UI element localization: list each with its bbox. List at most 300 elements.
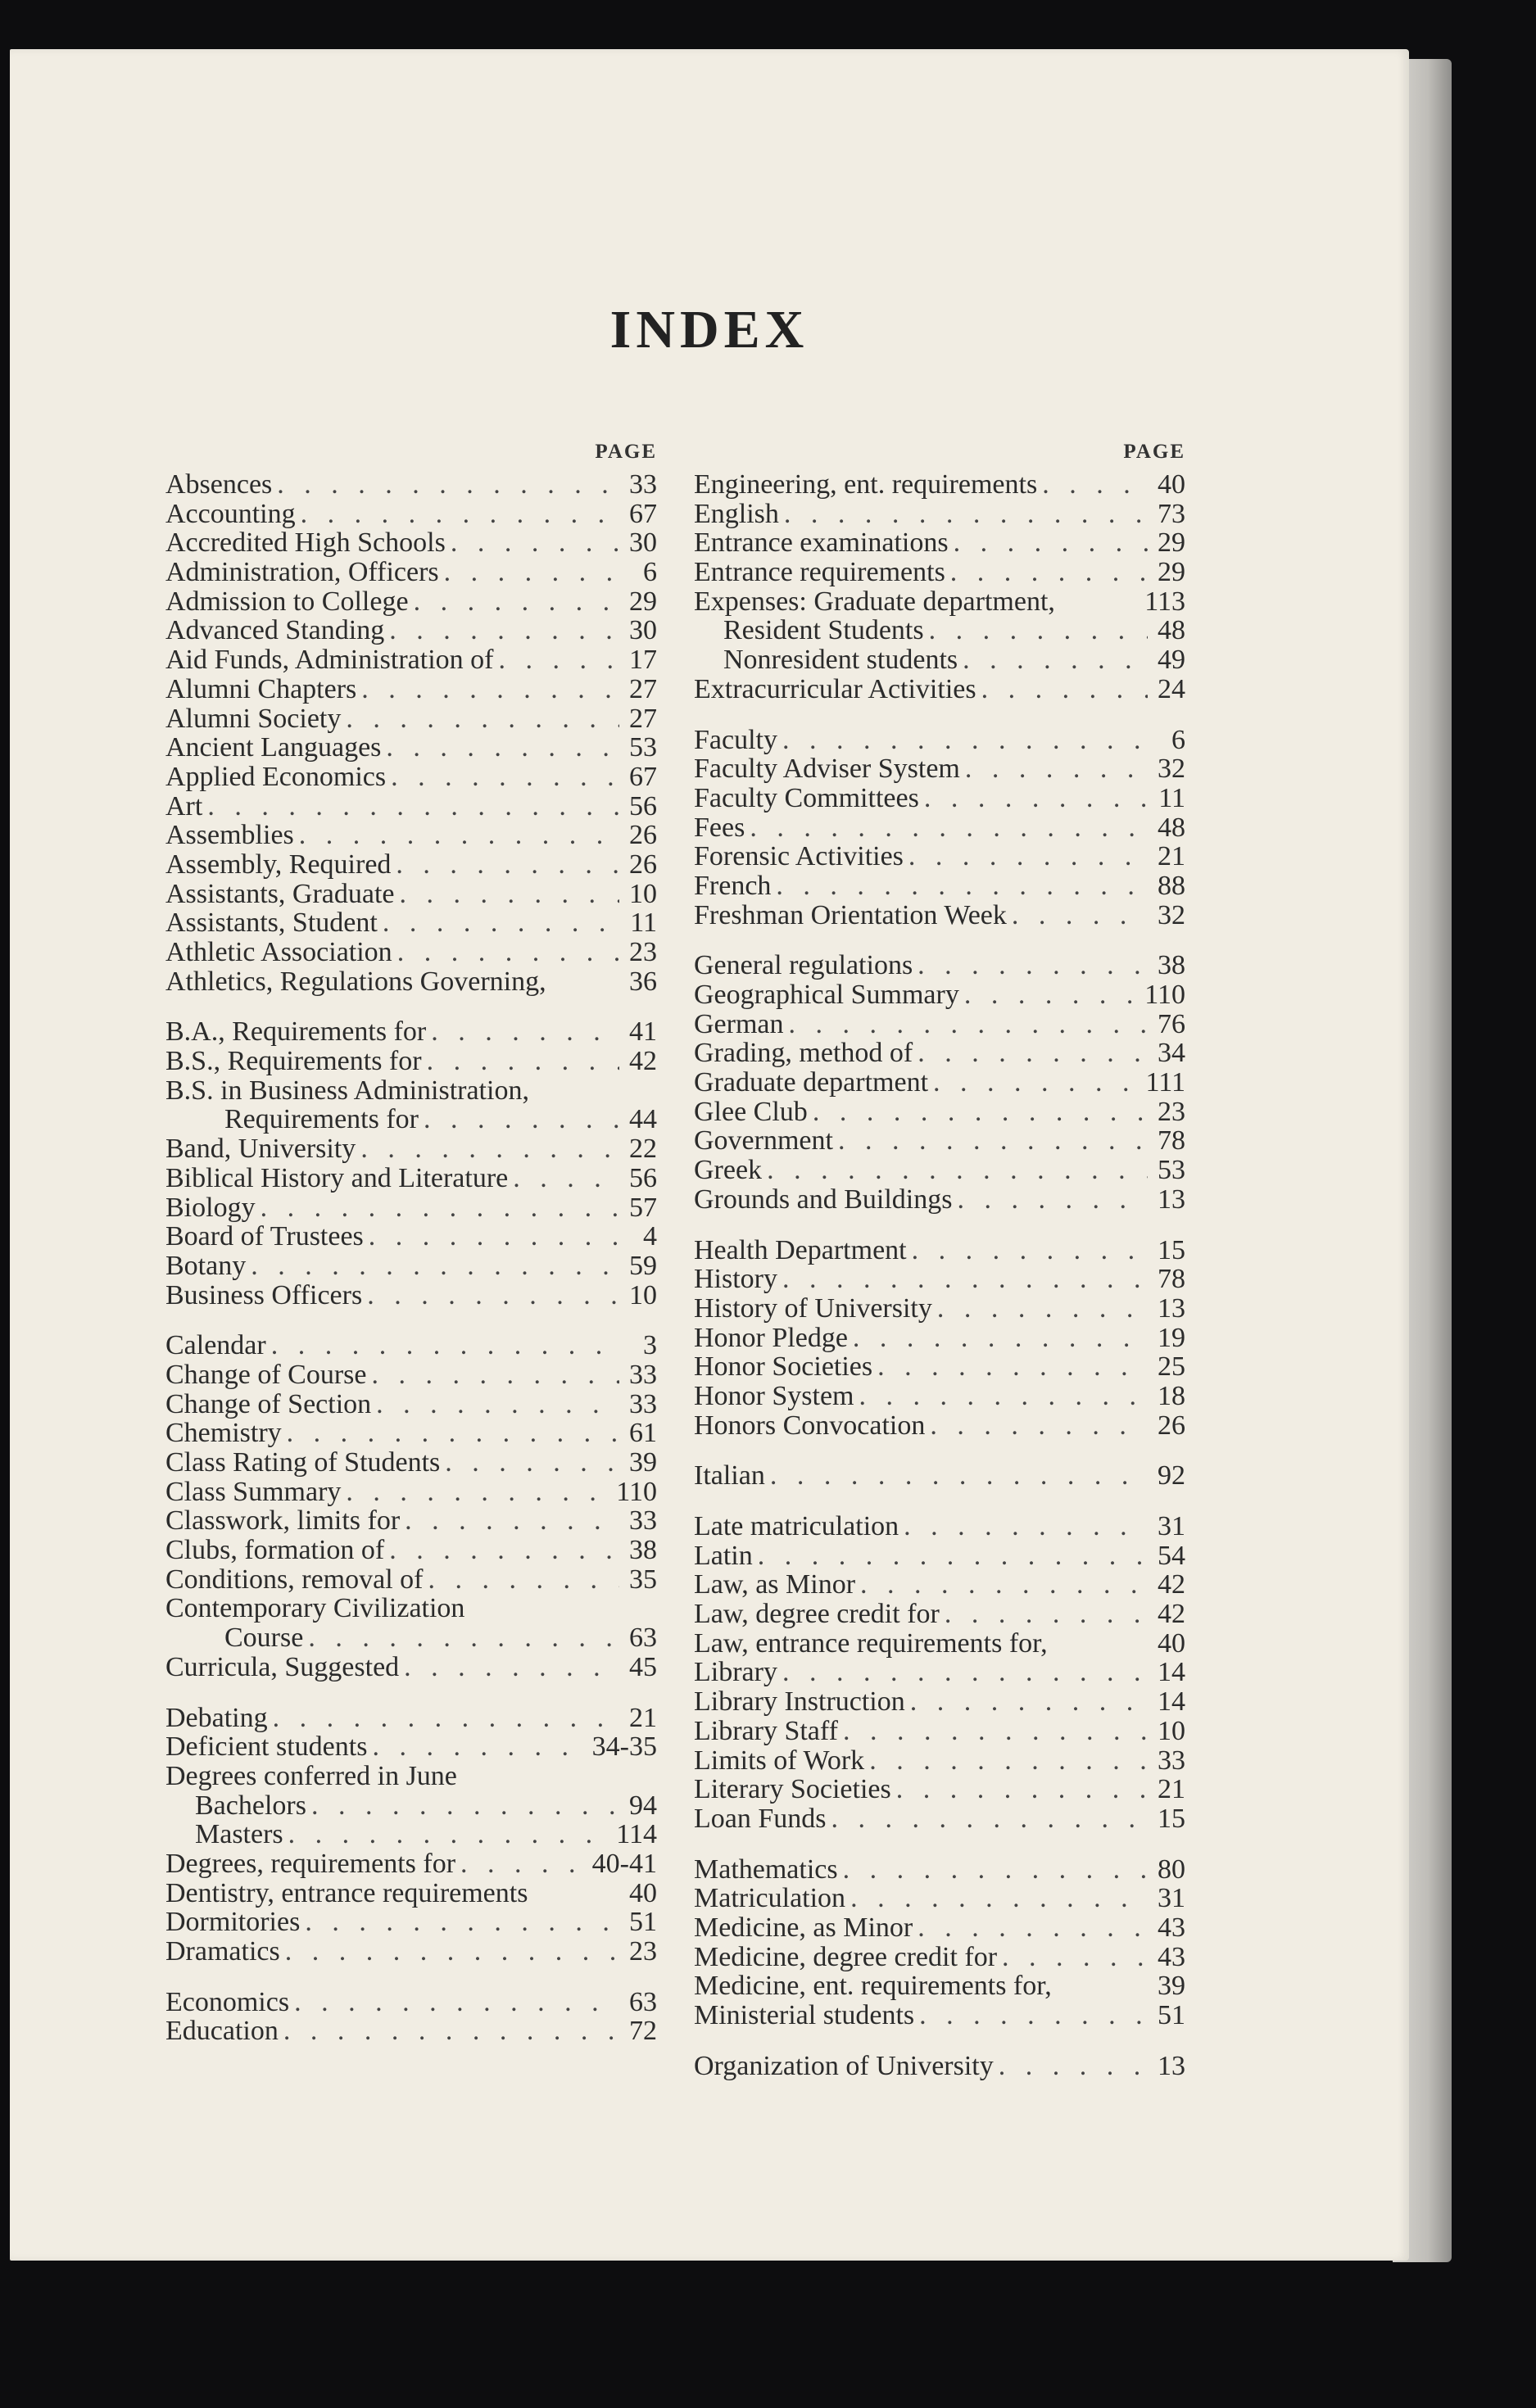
index-entry: [165, 1478, 657, 1507]
entry-label: Fees: [694, 812, 745, 843]
entry-label: Faculty Adviser System: [694, 754, 960, 785]
entry-label: Change of Course: [165, 1359, 367, 1390]
left-index-column: [165, 434, 657, 2046]
entry-page-number: 61: [629, 1418, 657, 1449]
entry-label: Change of Section: [165, 1388, 372, 1419]
index-entry: [165, 558, 657, 587]
entry-page-number: 38: [629, 1535, 657, 1566]
entry-label: Grading, method of: [694, 1038, 913, 1069]
leader-dots: [929, 616, 1148, 645]
leader-dots: [999, 2052, 1148, 2081]
index-entry: [694, 558, 1185, 587]
entry-page-number: 3: [643, 1330, 657, 1361]
entry-label: Alumni Society: [165, 703, 342, 734]
entry-page-number: 26: [629, 820, 657, 851]
entry-label: Conditions, removal of: [165, 1564, 424, 1595]
index-entry: [694, 675, 1185, 704]
group-gap: [694, 2030, 1185, 2052]
entry-label: Debating: [165, 1702, 268, 1733]
entry-label: Faculty: [694, 724, 777, 755]
leader-dots: [750, 813, 1148, 843]
entry-label: Honor Pledge: [694, 1322, 848, 1353]
entry-page-number: 54: [1158, 1540, 1185, 1571]
leader-dots: [513, 1164, 619, 1193]
entry-page-number: 92: [1158, 1460, 1185, 1491]
entry-page-number: 33: [629, 469, 657, 500]
index-entry: [165, 763, 657, 792]
leader-dots: [782, 726, 1148, 755]
index-entry: [165, 792, 657, 822]
entry-page-number: 6: [643, 557, 657, 588]
leader-dots: [299, 821, 619, 850]
index-entry: [694, 1629, 1185, 1659]
entry-label: Ancient Languages: [165, 732, 382, 763]
entry-page-number: 76: [1158, 1008, 1185, 1039]
leader-dots: [831, 1804, 1149, 1834]
entry-page-number: 17: [629, 645, 657, 676]
leader-dots: [838, 1126, 1148, 1156]
leader-dots: [904, 1512, 1148, 1541]
index-entry: [694, 1943, 1185, 1972]
entry-label: Entrance requirements: [694, 557, 945, 588]
entry-label: Expenses: Graduate department,: [694, 586, 1055, 617]
entry-label: Degrees conferred in June: [165, 1760, 457, 1791]
index-entry: [694, 587, 1185, 617]
index-entry: [694, 616, 1185, 645]
entry-page-number: 40: [1158, 469, 1185, 500]
leader-dots: [782, 1265, 1148, 1294]
entry-label: Assembly, Required: [165, 849, 392, 880]
entry-page-number: 26: [629, 849, 657, 880]
leader-dots: [758, 1541, 1148, 1571]
entry-label: Geographical Summary: [694, 980, 959, 1010]
leader-dots: [1002, 1943, 1148, 1972]
entry-page-number: 41: [629, 1016, 657, 1048]
leader-dots: [431, 1017, 619, 1047]
entry-page-number: 44: [629, 1104, 657, 1135]
entry-label: Loan Funds: [694, 1803, 827, 1834]
index-entry: [165, 1360, 657, 1390]
entry-label: General regulations: [694, 950, 913, 981]
entry-page-number: 59: [629, 1250, 657, 1281]
entry-label: Applied Economics: [165, 761, 387, 792]
entry-page-number: 78: [1158, 1125, 1185, 1156]
entry-label: Medicine, ent. requirements for,: [694, 1971, 1052, 2002]
entry-label: Grounds and Buildings: [694, 1184, 953, 1215]
leader-dots: [945, 1600, 1148, 1629]
entry-label: Entrance examinations: [694, 527, 949, 559]
group-gap: [694, 1215, 1185, 1236]
entry-label: Calendar: [165, 1330, 266, 1361]
index-entry: [694, 1324, 1185, 1353]
index-entry: [694, 871, 1185, 901]
entry-label: Glee Club: [694, 1096, 808, 1127]
entry-label: Absences: [165, 469, 273, 500]
entry-page-number: 53: [629, 732, 657, 763]
leader-dots: [910, 1687, 1148, 1717]
entry-page-number: 10: [1158, 1715, 1185, 1746]
index-entry: [694, 1382, 1185, 1411]
leader-dots: [964, 980, 1140, 1010]
entry-page-number: 43: [1158, 1912, 1185, 1943]
entry-label: Law, entrance requirements for,: [694, 1627, 1048, 1659]
leader-dots: [346, 704, 619, 734]
entry-page-number: 27: [629, 673, 657, 704]
entry-page-number: 10: [629, 878, 657, 909]
index-entry: [694, 1010, 1185, 1039]
leader-dots: [965, 754, 1148, 784]
leader-dots: [813, 1098, 1148, 1127]
leader-dots: [397, 938, 619, 967]
leader-dots: [963, 645, 1148, 675]
entry-page-number: 33: [1158, 1745, 1185, 1776]
index-entry: [694, 500, 1185, 529]
entry-label: Honor System: [694, 1380, 854, 1411]
index-entry: [165, 1047, 657, 1076]
index-entry: [694, 1855, 1185, 1885]
leader-dots: [396, 850, 619, 880]
index-entry: [694, 754, 1185, 784]
entry-page-number: 63: [629, 1986, 657, 2017]
leader-dots: [369, 1222, 619, 1252]
index-entry: [694, 1541, 1185, 1571]
index-entry: [165, 528, 657, 558]
entry-page-number: 33: [629, 1505, 657, 1537]
index-entry: [165, 500, 657, 529]
index-entry: [165, 1565, 657, 1595]
entry-page-number: 34-35: [591, 1731, 657, 1763]
leader-dots: [288, 1820, 612, 1849]
entry-label: Ministerial students: [694, 2000, 915, 2030]
index-entry: [694, 784, 1185, 813]
index-entry: [694, 1126, 1185, 1156]
index-entry: [165, 1704, 657, 1733]
leader-dots: [1042, 470, 1148, 500]
index-entry: [694, 528, 1185, 558]
entry-label: Education: [165, 2016, 279, 2047]
leader-dots: [843, 1855, 1148, 1885]
index-entry: [165, 1623, 657, 1653]
entry-label: Freshman Orientation Week: [694, 899, 1007, 930]
leader-dots: [981, 675, 1148, 704]
leader-dots: [853, 1324, 1148, 1353]
leader-dots: [498, 645, 619, 675]
leader-dots: [346, 1478, 611, 1507]
entry-page-number: 24: [1158, 673, 1185, 704]
entry-label: History of University: [694, 1292, 932, 1324]
entry-label: Engineering, ent. requirements: [694, 469, 1038, 500]
index-entry: [165, 821, 657, 850]
entry-page-number: 94: [629, 1790, 657, 1821]
index-entry: [165, 1105, 657, 1134]
leader-dots: [957, 1185, 1148, 1215]
index-entry: [694, 1804, 1185, 1834]
group-gap: [694, 704, 1185, 726]
entry-label: Classwork, limits for: [165, 1505, 401, 1537]
entry-label: Class Summary: [165, 1476, 342, 1507]
entry-page-number: 53: [1158, 1155, 1185, 1186]
index-entry: [165, 1536, 657, 1565]
index-entry: [694, 1512, 1185, 1541]
group-gap: [694, 1440, 1185, 1461]
entry-page-number: 11: [630, 908, 657, 939]
group-gap: [165, 996, 657, 1017]
index-entry: [165, 1134, 657, 1164]
entry-page-number: 63: [629, 1623, 657, 1654]
index-entry: [694, 980, 1185, 1010]
entry-label: Bachelors: [195, 1790, 306, 1821]
entry-label: Limits of Work: [694, 1745, 865, 1776]
entry-page-number: 33: [629, 1388, 657, 1419]
entry-label: Accredited High Schools: [165, 527, 446, 559]
index-entry: [165, 1908, 657, 1937]
entry-page-number: 14: [1158, 1686, 1185, 1718]
entry-page-number: 67: [629, 761, 657, 792]
entry-label: Dormitories: [165, 1907, 301, 1938]
entry-label: Law, as Minor: [694, 1569, 856, 1600]
entry-label: Government: [694, 1125, 833, 1156]
entry-label: Aid Funds, Administration of: [165, 645, 494, 676]
entry-page-number: 80: [1158, 1854, 1185, 1885]
entry-label: Graduate department: [694, 1067, 929, 1098]
index-entry: [694, 1775, 1185, 1804]
entry-page-number: 30: [629, 527, 657, 559]
entry-label: Masters: [195, 1819, 283, 1850]
entry-label: Business Officers: [165, 1279, 363, 1310]
entry-label: Band, University: [165, 1134, 356, 1165]
leader-dots: [207, 792, 619, 822]
entry-page-number: 56: [629, 790, 657, 822]
group-gap: [694, 1834, 1185, 1855]
right-index-column: [694, 434, 1185, 2080]
entry-page-number: 6: [1171, 724, 1185, 755]
entry-label: Law, degree credit for: [694, 1599, 940, 1630]
entry-label: Economics: [165, 1986, 290, 2017]
leader-dots: [277, 470, 619, 500]
index-entry: [165, 1849, 657, 1879]
entry-page-number: 18: [1158, 1380, 1185, 1411]
index-entry: [694, 1294, 1185, 1324]
index-entry: [694, 1156, 1185, 1185]
leader-dots: [784, 500, 1148, 529]
index-entry: [694, 1039, 1185, 1068]
index-entry: [694, 1098, 1185, 1127]
entry-label: Athletic Association: [165, 937, 392, 967]
leader-dots: [372, 1732, 587, 1762]
entry-label: Organization of University: [694, 2050, 994, 2081]
leader-dots: [294, 1988, 619, 2017]
leader-dots: [285, 1937, 619, 1967]
entry-page-number: 11: [1158, 782, 1185, 813]
leader-dots: [918, 951, 1148, 980]
leader-dots: [924, 784, 1148, 813]
index-entry: [694, 726, 1185, 755]
entry-page-number: 78: [1158, 1264, 1185, 1295]
entry-label: Library Instruction: [694, 1686, 905, 1718]
index-entry: [694, 1913, 1185, 1943]
index-entry: [165, 938, 657, 967]
page-column-header: PAGE: [1123, 441, 1185, 463]
leader-dots: [427, 1047, 619, 1076]
leader-dots: [287, 1419, 619, 1448]
leader-dots: [460, 1849, 587, 1879]
entry-page-number: 29: [629, 586, 657, 617]
entry-label: Greek: [694, 1155, 763, 1186]
entry-label: Admission to College: [165, 586, 409, 617]
group-gap: [694, 1491, 1185, 1512]
entry-label: Medicine, degree credit for: [694, 1941, 998, 1972]
index-entry: [165, 2016, 657, 2046]
entry-page-number: 33: [629, 1359, 657, 1390]
entry-page-number: 42: [1158, 1599, 1185, 1630]
index-entry: [694, 1068, 1185, 1098]
entry-label: B.S. in Business Administration,: [165, 1075, 529, 1106]
entry-page-number: 39: [629, 1447, 657, 1478]
index-entry: [165, 1164, 657, 1193]
entry-page-number: 111: [1145, 1067, 1185, 1098]
entry-page-number: 13: [1158, 1292, 1185, 1324]
index-entry: [694, 2052, 1185, 2081]
entry-page-number: 29: [1158, 557, 1185, 588]
index-entry: [165, 1762, 657, 1791]
group-gap: [165, 1967, 657, 1988]
entry-label: Assistants, Graduate: [165, 878, 395, 909]
index-entry: [694, 951, 1185, 980]
leader-dots: [933, 1068, 1140, 1098]
entry-label: Chemistry: [165, 1418, 282, 1449]
group-gap: [165, 1310, 657, 1331]
leader-dots: [950, 558, 1148, 587]
entry-label: Biology: [165, 1192, 256, 1223]
index-entry: [165, 1193, 657, 1223]
entry-label: B.A., Requirements for: [165, 1016, 427, 1048]
entry-label: Nonresident students: [723, 645, 958, 676]
entry-page-number: 10: [629, 1279, 657, 1310]
entry-page-number: 72: [629, 2016, 657, 2047]
entry-page-number: 15: [1158, 1234, 1185, 1265]
leader-dots: [283, 2016, 619, 2046]
entry-page-number: 51: [629, 1907, 657, 1938]
entry-page-number: 45: [629, 1651, 657, 1682]
leader-dots: [372, 1360, 619, 1390]
entry-page-number: 38: [1158, 950, 1185, 981]
entry-label: Late matriculation: [694, 1511, 899, 1541]
index-entry: [694, 813, 1185, 843]
leader-dots: [376, 1390, 619, 1419]
entry-page-number: 40: [629, 1877, 657, 1908]
entry-page-number: 67: [629, 498, 657, 529]
entry-label: Mathematics: [694, 1854, 838, 1885]
entry-label: Requirements for: [224, 1104, 419, 1135]
leader-dots: [444, 558, 619, 587]
entry-page-number: 40: [1158, 1627, 1185, 1659]
entry-page-number: 49: [1158, 645, 1185, 676]
entry-page-number: 23: [629, 937, 657, 967]
index-entry: [165, 1820, 657, 1849]
index-entry: [694, 470, 1185, 500]
entry-page-number: 29: [1158, 527, 1185, 559]
leader-dots: [361, 675, 619, 704]
index-entry: [165, 1017, 657, 1047]
left-entries: [165, 470, 657, 2046]
leader-dots: [301, 500, 619, 529]
entry-label: English: [694, 498, 779, 529]
leader-dots: [305, 1908, 619, 1937]
index-entry: [165, 1390, 657, 1419]
index-entry: [165, 1594, 657, 1623]
entry-label: Italian: [694, 1460, 765, 1491]
entry-page-number: 4: [643, 1221, 657, 1252]
entry-label: Art: [165, 790, 203, 822]
index-entry: [165, 880, 657, 909]
entry-page-number: 32: [1158, 899, 1185, 930]
entry-page-number: 35: [629, 1564, 657, 1595]
leader-dots: [251, 1252, 619, 1281]
leader-dots: [367, 1281, 619, 1310]
entry-page-number: 25: [1158, 1351, 1185, 1383]
page-column-header: PAGE: [595, 441, 657, 463]
leader-dots: [389, 1536, 619, 1565]
entry-page-number: 40-41: [591, 1848, 657, 1879]
leader-dots: [782, 1658, 1148, 1687]
entry-label: Curricula, Suggested: [165, 1651, 400, 1682]
index-entry: [165, 1448, 657, 1478]
entry-label: Literary Societies: [694, 1774, 891, 1805]
entry-page-number: 32: [1158, 754, 1185, 785]
index-entry: [165, 587, 657, 617]
entry-label: Honor Societies: [694, 1351, 873, 1383]
leader-dots: [912, 1236, 1148, 1265]
index-page: [10, 49, 1409, 2261]
leader-dots: [273, 1704, 619, 1733]
entry-page-number: 42: [629, 1046, 657, 1077]
entry-page-number: 110: [1144, 980, 1185, 1010]
index-entry: [694, 842, 1185, 871]
index-entry: [165, 1732, 657, 1762]
leader-dots: [389, 616, 619, 645]
index-entry: [165, 1222, 657, 1252]
entry-label: Advanced Standing: [165, 615, 385, 646]
leader-dots: [869, 1746, 1148, 1776]
leader-dots: [767, 1156, 1148, 1185]
index-entry: [694, 2001, 1185, 2030]
index-entry: [694, 1352, 1185, 1382]
index-entry: [165, 1331, 657, 1360]
entry-label: Assemblies: [165, 820, 294, 851]
entry-label: Matriculation: [694, 1883, 846, 1914]
entry-page-number: 110: [616, 1476, 657, 1507]
entry-label: Clubs, formation of: [165, 1535, 385, 1566]
entry-page-number: 26: [1158, 1410, 1185, 1441]
entry-label: Extracurricular Activities: [694, 673, 976, 704]
leader-dots: [850, 1884, 1148, 1913]
group-gap: [694, 930, 1185, 951]
entry-label: Library Staff: [694, 1715, 838, 1746]
entry-label: Degrees, requirements for: [165, 1848, 456, 1879]
entry-label: History: [694, 1264, 777, 1295]
leader-dots: [918, 1039, 1148, 1068]
leader-dots: [1012, 901, 1148, 930]
entry-page-number: 36: [629, 966, 657, 997]
entry-page-number: 34: [1158, 1038, 1185, 1069]
leader-dots: [776, 871, 1148, 901]
entry-page-number: 113: [1144, 586, 1185, 617]
entry-label: Course: [224, 1623, 304, 1654]
entry-page-number: 15: [1158, 1803, 1185, 1834]
leader-dots: [908, 842, 1148, 871]
entry-page-number: 57: [629, 1192, 657, 1223]
entry-page-number: 23: [629, 1936, 657, 1967]
